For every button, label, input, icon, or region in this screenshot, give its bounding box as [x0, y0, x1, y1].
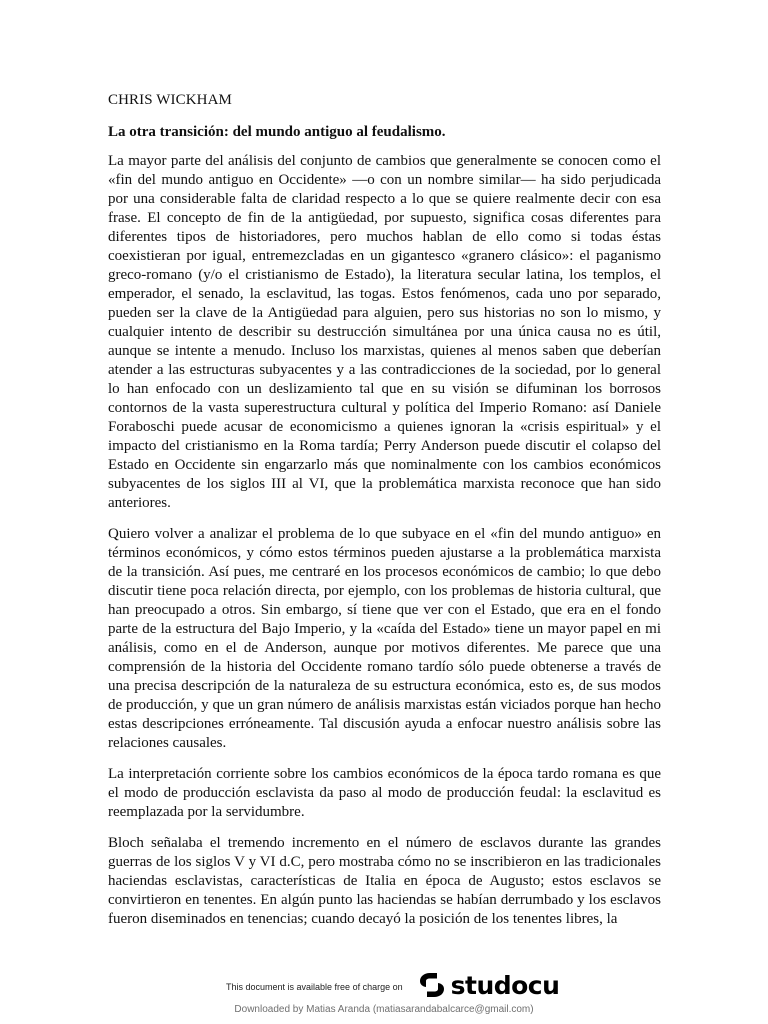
paragraph-2: Quiero volver a analizar el problema de lo que subyace en el «fin del mundo antiguo» en términos económicos, y cómo estos términos pueden ajustarse a la problemática marxista de la transición. Así pues, me centraré en los procesos económicos de cambio; lo que debo discutir tiene poca relación directa, por ejemplo, con los problemas de historia cultural, que han preocupado a otros. Sin embargo, sí tiene que ver con el Estado, que era en el fondo parte de la estructura del Bajo Imperio, y la «caída del Estado» tiene un mayor papel en mi análisis, como en el de Anderson, aunque por motivos diferentes. Me parece que una comprensión de la historia del Occidente romano tardío sólo puede obtenerse a través de una precisa descripción de la naturaleza de su estructura económica, esto es, de sus modos de producción, y que un gran número de análisis marxistas están viciados porque han hecho estas descripciones erróneamente. Tal discusión ayuda a enfocar nuestro análisis sobre las relaciones causales. [108, 526, 661, 751]
paragraph-4: Bloch señalaba el tremendo incremento en el número de esclavos durante las grandes guerras de los siglos V y VI d.C, pero mostraba cómo no se inscribieron en las tradicionales haciendas esclavistas, características de Italia en época de Augusto; estos esclavos se convirtieron en tenentes. En algún punto las haciendas se habían derrumbado y los esclavos fueron diseminados en tenencias; cuando decayó la posición de los tenentes libres, la [108, 835, 661, 927]
author-name: CHRIS WICKHAM [108, 92, 232, 108]
studocu-wordmark: studocu [450, 970, 560, 1000]
page-footer [0, 962, 768, 1024]
footer-branding [226, 970, 559, 1000]
document-page [108, 90, 661, 941]
availability-note: This document is available free of charge on [226, 981, 403, 992]
paragraph-3: La interpretación corriente sobre los cambios económicos de la época tardo romana es que el modo de producción esclavista da paso al modo de producción feudal: la esclavitud es reemplazada por la servidumbre. [108, 766, 661, 820]
download-note: Downloaded by Matias Aranda (matiasarandabalcarce@gmail.com) [234, 1004, 534, 1015]
document-title: La otra transición: del mundo antiguo al feudalismo. [108, 124, 446, 140]
studocu-brand-link[interactable] [417, 970, 560, 1000]
studocu-logo-icon [417, 970, 447, 1000]
paragraph-1: La mayor parte del análisis del conjunto de cambios que generalmente se conocen como el «fin del mundo antiguo en Occidente» —o con un nombre similar— ha sido perjudicada por una considerable falta de claridad respecto a lo que se quiere realmente decir con esa frase. El concepto de fin de la antigüedad, por supuesto, significa cosas diferentes para diferentes tipos de historiadores, pero muchos hablan de ello como si todas éstas coexistieran por igual, entremezcladas en un gigantesco «granero clásico»: el paganismo greco-romano (y/o el cristianismo de Estado), la literatura secular latina, los templos, el emperador, el senado, la esclavitud, las togas. Estos fenómenos, cada uno por separado, pueden ser la clave de la Antigüedad para alguien, pero sus historias no son lo mismo, y cualquier intento de describir su destrucción simultánea por una única causa no es útil, aunque se intente a menudo. Incluso los marxistas, quienes al menos saben que deberían atender a las estructuras subyacentes y a las contradicciones de la sociedad, por lo general lo han enfocado con un deslizamiento tal que en su visión se difuminan los borrosos contornos de la vasta superestructura cultural y política del Imperio Romano: así Daniele Foraboschi puede acusar de economicismo a quienes ignoran la «crisis espiritual» y el impacto del cristianismo en la Roma tardía; Perry Anderson puede discutir el colapso del Estado en Occidente sin engarzarlo más que nominalmente con los cambios económicos subyacentes de los siglos III al VI, que la problemática marxista reconoce que han sido anteriores. [108, 153, 661, 511]
